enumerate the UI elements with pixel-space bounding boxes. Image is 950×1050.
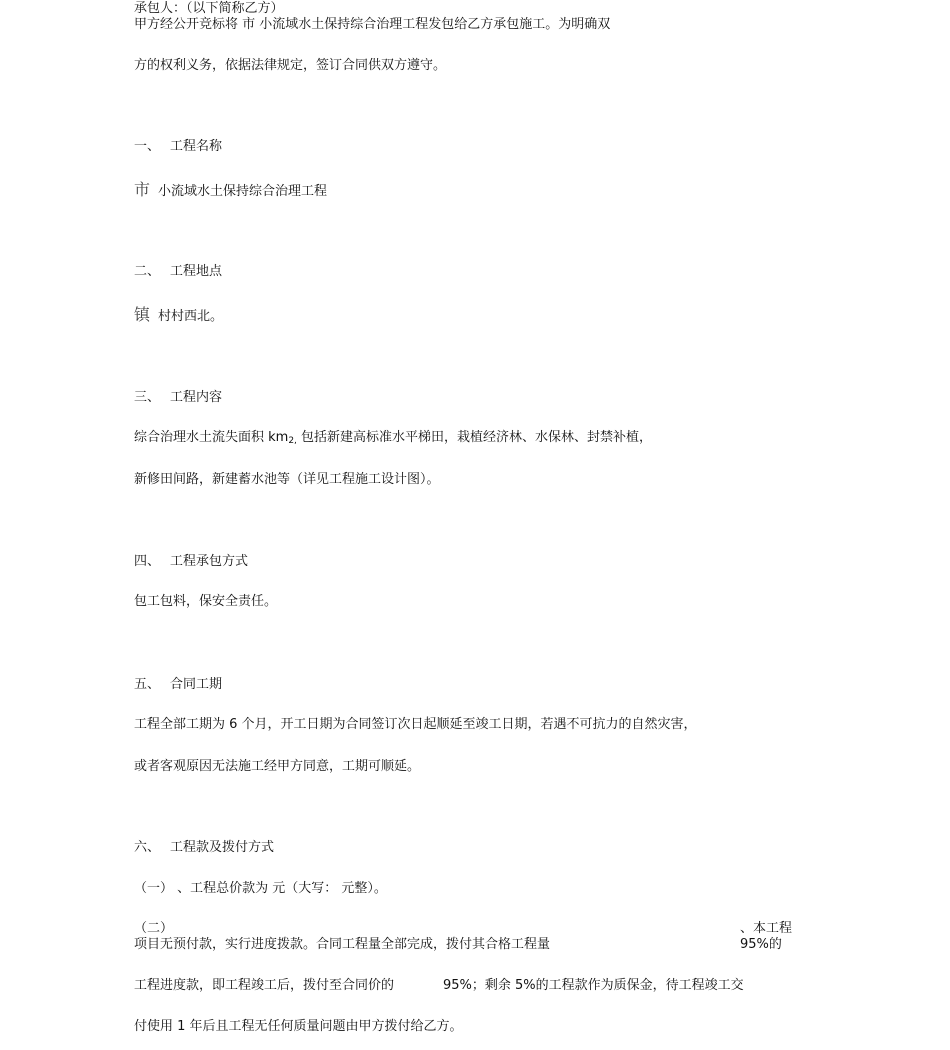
section-6-item-1: （一） 、工程总价款为 元（大写： 元整）。 — [134, 881, 387, 896]
section-6-number: 六、 — [134, 840, 161, 855]
section-1-heading — [134, 138, 222, 156]
section-6-item-2-line-3-mid: 95%；剩余 5%的工程款作为质保金，待工程竣工交 — [443, 978, 744, 993]
section-1-text: 小流域水土保持综合治理工程 — [158, 184, 328, 199]
section-1-title: 工程名称 — [170, 139, 223, 154]
section-4-heading — [134, 553, 248, 571]
section-6-item-2-line-2-right: 95%的 — [740, 937, 782, 952]
section-3-line-2: 新修田间路，新建蓄水池等（详见工程施工设计图）。 — [134, 472, 440, 487]
section-6-item-2-line-4: 付使用 1 年后且工程无任何质量问题由甲方拨付给乙方。 — [134, 1019, 463, 1034]
contractor-line: 承包人：（以下简称乙方） — [134, 1, 284, 16]
section-5-line-1: 工程全部工期为 6 个月，开工日期为合同签订次日起顺延至竣工日期，若遇不可抗力的自然灾害， — [134, 717, 697, 732]
section-5-number: 五、 — [134, 677, 161, 692]
section-3-title: 工程内容 — [170, 390, 223, 405]
section-2-title: 工程地点 — [170, 264, 223, 279]
section-1-lead-char: 市 — [134, 180, 151, 199]
intro-paragraph-line-2: 方的权利义务，依据法律规定，签订合同供双方遵守。 — [134, 58, 447, 73]
section-6-heading — [134, 839, 274, 857]
section-3-unit-subscript: 2, — [288, 436, 297, 446]
section-5-title: 合同工期 — [170, 677, 223, 692]
section-4-body: 包工包料，保安全责任。 — [134, 594, 278, 609]
section-3-line-1-a: 综合治理水土流失面积 km — [134, 430, 289, 445]
section-6-item-2-label: （二） — [134, 921, 174, 936]
section-2-number: 二、 — [134, 264, 161, 279]
section-1-number: 一、 — [134, 139, 161, 154]
section-6-item-2-line-3: 工程进度款，即工程竣工后，拨付至合同价的 — [134, 978, 395, 993]
section-6-item-2-right: 、本工程 — [740, 921, 793, 936]
section-3-heading — [134, 389, 222, 407]
section-2-text: 村村西北。 — [158, 309, 224, 324]
section-4-number: 四、 — [134, 554, 161, 569]
section-5-heading — [134, 676, 222, 694]
intro-paragraph-line-1: 甲方经公开竞标将 市 小流域水土保持综合治理工程发包给乙方承包施工。为明确双 — [134, 17, 611, 32]
section-4-title: 工程承包方式 — [170, 554, 249, 569]
section-2-lead-char: 镇 — [134, 305, 151, 324]
section-2-heading — [134, 263, 222, 281]
section-2-body — [134, 306, 223, 324]
section-1-body — [134, 181, 327, 199]
section-3-number: 三、 — [134, 390, 161, 405]
section-6-item-2-line-2: 项目无预付款，实行进度拨款。合同工程量全部完成，拨付其合格工程量 — [134, 937, 551, 952]
section-3-line-1-b: 包括新建高标准水平梯田，栽植经济林、水保林、封禁补植， — [296, 430, 653, 445]
section-5-line-2: 或者客观原因无法施工经甲方同意，工期可顺延。 — [134, 759, 421, 774]
section-6-title: 工程款及拨付方式 — [170, 840, 275, 855]
section-3-line-1 — [134, 429, 652, 447]
